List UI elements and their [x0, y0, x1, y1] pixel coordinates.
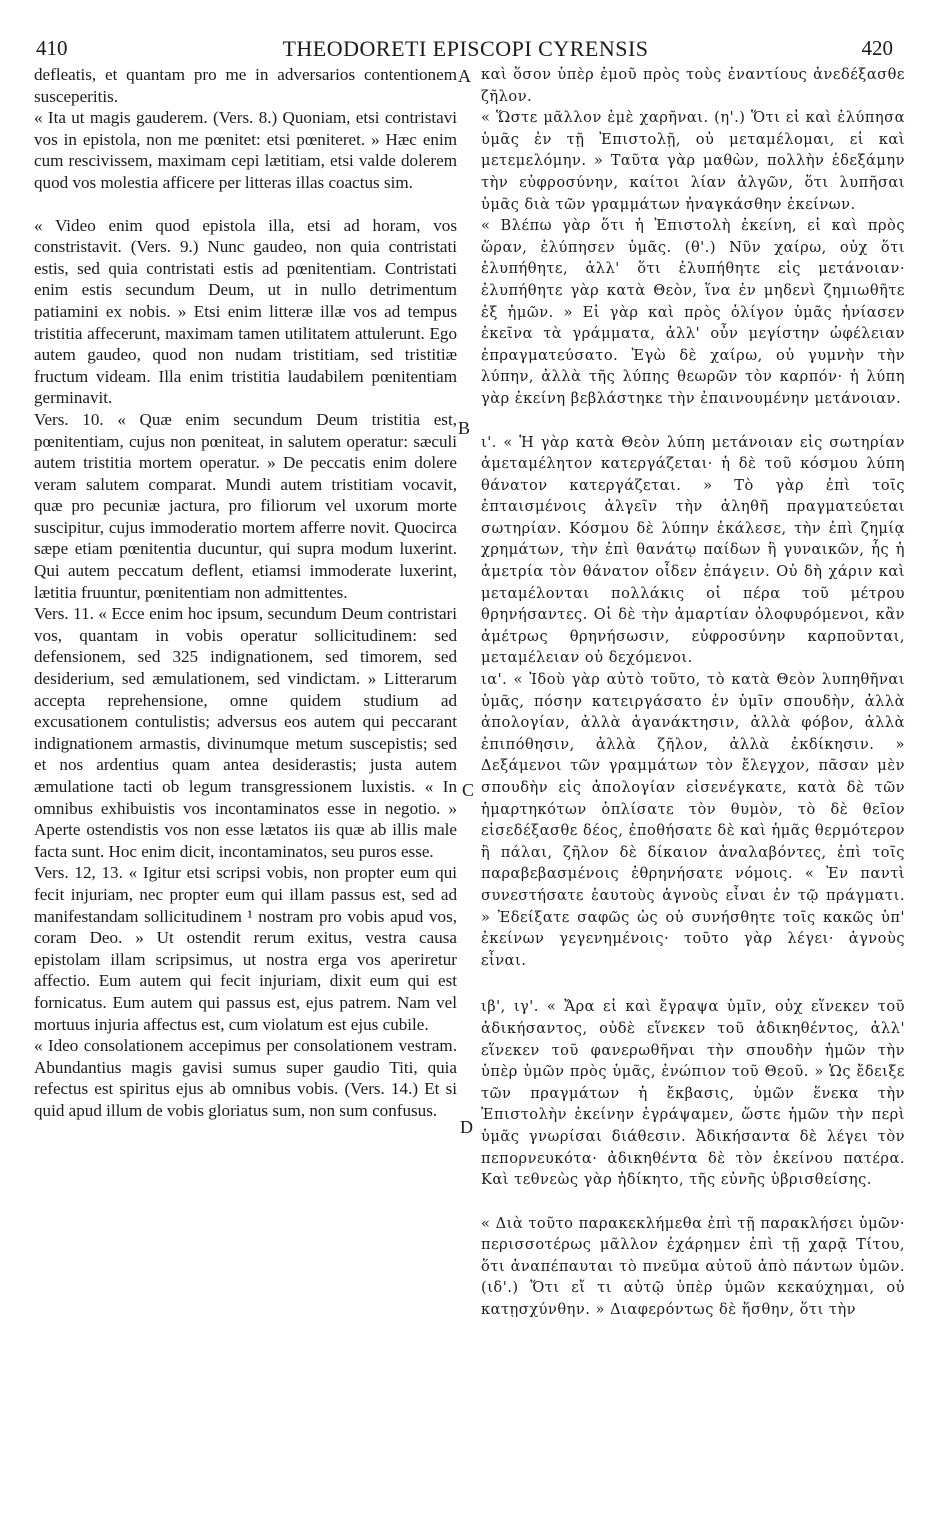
latin-column — [34, 64, 457, 1122]
latin-paragraph: Vers. 12, 13. « Igitur etsi scripsi vobis, non propter eum qui fecit injuriam, nec propter eum qui illam passus est, sed ad manifestandam sollicitudinem ¹ nostram pro vobis apud vos, coram Deo. » Ut ostendit rerum exitus, vestra causa epistolam illam scripsimus, ut nostra erga vos aperiretur affectio. Eum autem qui fecit injuriam, dixit eum qui est fornicatus. Eum autem qui passus est, ejus patrem. Nam vel mortuus injuria affectus est, cum violatum est ejus cubile. — [34, 863, 457, 1034]
greek-paragraph: ια'. « Ἰδοὺ γὰρ αὐτὸ τοῦτο, τὸ κατὰ Θεὸν λυπηθῆναι ὑμᾶς, πόσην κατειργάσατο ἐν ὑμῖν σπουδὴν, ἀλλὰ ἀπολογίαν, ἀλλὰ ἀγανάκτησιν, ἀλλὰ φόβον, ἀλλὰ ἐπιπόθησιν, ἀλλὰ ζῆλον, ἀλλὰ ἐκδίκησιν. » Δεξάμενοι τῶν γραμμάτων τὸν ἔλεγχον, πᾶσαν μὲν σπουδὴν εἰς ἀπολογίαν εἰσενέγκατε, κατὰ δὲ τῶν ἡμαρτηκότων ὁπλίσατε τὸν θυμὸν, τὸ δὲ θεῖον εἰσεδέξασθε δέος, ἐποθήσατε δὲ καὶ ἡμᾶς θερμότερον ἢ πάλαι, ζῆλον δὲ δίκαιον ἀναλαβόντες, ἐπὶ τοῖς παραβεβασμένοις ἐθρηνήσατε νόμοις. « Ἐν παντὶ συνεστήσατε ἑαυτοὺς ἁγνοὺς εἶναι ἐν τῷ πράγματι. » Ἐδείξατε σαφῶς ὡς οὐ συνήσθητε τοῖς κακῶς ὑπ' ἐκείνων γεγενημένοις· τοῦτο γὰρ λέγει· ἁγνοὺς εἶναι. — [481, 671, 905, 969]
page-header — [0, 36, 931, 66]
greek-paragraph: καὶ ὅσον ὑπὲρ ἐμοῦ πρὸς τοὺς ἐναντίους ἀνεδέξασθε ζῆλον. — [481, 66, 905, 105]
latin-paragraph: « Video enim quod epistola illa, etsi ad horam, vos constristavit. (Vers. 9.) Nunc gaudeo, non quia contristati estis, sed quia contristati estis ad pœnitentiam. Contristati enim estis secundum Deum, ut in nullo detrimentum patiamini ex nobis. » Etsi enim litteræ illæ vos ad tempus tristitia affecerunt, maximam tamen utilitatem attulerunt. Ego autem gaudeo, quod non nudam tristitiam, sed tristitiæ fructum videam. Illa enim tristitia laudabilem pœnitentiam germinavit. — [34, 215, 457, 408]
greek-column — [481, 64, 905, 1321]
margin-marker-b: B — [458, 418, 471, 438]
running-title: THEODORETI EPISCOPI CYRENSIS — [282, 36, 649, 61]
page-number-left: 410 — [36, 36, 68, 60]
greek-paragraph: « Διὰ τοῦτο παρακεκλήμεθα ἐπὶ τῇ παρακλήσει ὑμῶν· περισσοτέρως μᾶλλον ἐχάρημεν ἐπὶ τῇ χαρᾷ Τίτου, ὅτι ἀναπέπαυται τὸ πνεῦμα αὐτοῦ ἀπὸ πάντων ὑμῶν. (ιδ'.) Ὅτι εἴ τι αὐτῷ ὑπὲρ ὑμῶν κεκαύχημαι, οὐ κατῃσχύνθην. » Διαφερόντως δὲ ἥσθην, ὅτι τὴν — [481, 1214, 905, 1319]
margin-marker-c: C — [462, 780, 475, 800]
greek-paragraph: « Ὥστε μᾶλλον ἐμὲ χαρῆναι. (η'.) Ὅτι εἰ καὶ ἐλύπησα ὑμᾶς ἐν τῇ Ἐπιστολῇ, οὐ μεταμέλομαι, εἰ καὶ μετεμελόμην. » Ταῦτα γὰρ μαθὼν, πολλὴν ἐδεξάμην τὴν εὐφροσύνην, καίτοι λίαν ἀλγῶν, ὅτι λυπῆσαι ὑμᾶς διὰ τῶν γραμμάτων ἠναγκάσθην ἐκείνων. — [481, 109, 905, 213]
latin-paragraph: « Ita ut magis gauderem. (Vers. 8.) Quoniam, etsi contristavi vos in epistola, non me pœnitet: etsi pœniteret. » Hæc enim cum rescivissem, maximam cepi lætitiam, etsi valde dolerem quod vos molestia afficere per litteras illas coactus sim. — [34, 108, 457, 192]
latin-paragraph: Vers. 10. « Quæ enim secundum Deum tristitia est, pœnitentiam, cujus non pœniteat, in salutem operatur: sæculi autem tristitia mortem operatur. » De peccatis enim dolere veram salutem comparat. Mundi autem tristitiam vocavit, quæ pro pecuniæ jactura, pro filiorum vel uxorum morte suscipitur, cujus immoderatio mortem afferre novit. Quocirca sæpe etiam pœnitentia ducuntur, qui supra modum luxerint. Qui autem peccatum deflent, etiamsi immoderate luxerint, lætitia fruuntur, pœnitentiam non admittentes. — [34, 409, 457, 602]
latin-paragraph: defleatis, et quantam pro me in adversarios contentionem susceperitis. — [34, 65, 457, 106]
margin-marker-d: D — [460, 1117, 473, 1137]
latin-paragraph: Vers. 11. « Ecce enim hoc ipsum, secundum Deum contristari vos, quantam in vobis operatur sollicitudinem: sed defensionem, sed 325 indignationem, sed timorem, sed desiderium, sed æmulationem, sed vindictam. » Litterarum accepta reprehensione, omne quidem studium ad excusationem contulistis; adversus eos autem qui peccarant indignationem armastis, divinumque metum suscepistis; sed et nos ardentius quam antea desiderastis; justa autem æmulatione tacti ob legum transgressionem luxistis. « In omnibus exhibuistis vos incontaminatos esse in negotio. » Aperte ostendistis vos non esse lætatos iis quæ ab illis male facta sunt. Hoc enim dicit, incontaminatos, seu puros esse. — [34, 604, 457, 861]
greek-paragraph: ιβ', ιγ'. « Ἄρα εἰ καὶ ἔγραψα ὑμῖν, οὐχ εἵνεκεν τοῦ ἀδικήσαντος, οὐδὲ εἵνεκεν τοῦ ἀδικηθέντος, ἀλλ' εἵνεκεν τοῦ φανερωθῆναι τὴν σπουδὴν ἡμῶν τὴν ὑπὲρ ὑμῶν πρὸς ὑμᾶς, ἐνώπιον τοῦ Θεοῦ. » Ὡς ἔδειξε τῶν πραγμάτων ἡ ἔκβασις, ὑμῶν ἕνεκα τὴν Ἐπιστολὴν ἐκείνην ἐγράψαμεν, ὥστε ἡμῶν τὴν περὶ ὑμᾶς γνωρίσαι διάθεσιν. Ἀδικήσαντα δὲ λέγει τὸν πεπορνευκότα· ἀδικηθέντα δὲ τὸν ἐκείνου πατέρα. Καὶ τεθνεὼς γὰρ ἠδίκητο, τῆς εὐνῆς ὑβρισθείσης. — [481, 998, 905, 1189]
page-number-right: 420 — [861, 36, 893, 60]
latin-paragraph: « Ideo consolationem accepimus per consolationem vestram. Abundantius magis gavisi sumus super gaudio Titi, quia refectus est spiritus ejus ab omnibus vobis. (Vers. 14.) Et si quid apud illum de vobis gloriatus sum, non sum confusus. — [34, 1036, 457, 1120]
greek-paragraph: ι'. « Ἡ γὰρ κατὰ Θεὸν λύπη μετάνοιαν εἰς σωτηρίαν ἀμεταμέλητον κατεργάζεται· ἡ δὲ τοῦ κόσμου λύπη θάνατον κατεργάζεται. » Τὸ γὰρ ἐπὶ τοῖς ἐπταισμένοις ἀλγεῖν τὴν ἀληθῆ πραγματεύεται σωτηρίαν. Κόσμου δὲ λύπην ἐκάλεσε, τὴν ἐπὶ ζημίᾳ χρημάτων, τὴν ἐπὶ θανάτῳ παίδων ἢ γυναικῶν, ἧς ἡ ἀμετρία τὸν θάνατον οἶδεν ἐπάγειν. Οὐ δὴ χάριν καὶ μεταμέλονται πολλάκις οἱ πέρα τοῦ μέτρου θρηνήσαντες. Οἱ δὲ τὴν ἁμαρτίαν ὀλοφυρόμενοι, κἂν ἀμέτρως θρηνήσωσιν, εὐφροσύνην καρποῦνται, μεταμέλειαν οὐ δεχόμενοι. — [481, 433, 905, 667]
margin-marker-a: A — [458, 66, 471, 86]
greek-paragraph: « Βλέπω γὰρ ὅτι ἡ Ἐπιστολὴ ἐκείνη, εἰ καὶ πρὸς ὥραν, ἐλύπησεν ὑμᾶς. (θ'.) Νῦν χαίρω, οὐχ ὅτι ἐλυπήθητε, ἀλλ' ὅτι ἐλυπήθητε εἰς μετάνοιαν· ἐλυπήθητε γὰρ κατὰ Θεὸν, ἵνα ἐν μηδενὶ ζημιωθῆτε ἐξ ἡμῶν. » Εἰ γὰρ καὶ πρὸς ὀλίγον ὑμᾶς ἠνίασεν ἐκεῖνα τὰ γράμματα, ἀλλ' οὖν μεγίστην ὠφέλειαν ἐπραγματεύσατο. Ἐγὼ δὲ χαίρω, οὐ γυμνὴν τὴν λύπην, ἀλλὰ τῆς λύπης θεωρῶν τὸν καρπόν· ἡ λύπη γὰρ ἐκείνη βεβλάστηκε τὴν ἐπαινουμένην μετάνοιαν. — [481, 217, 905, 407]
